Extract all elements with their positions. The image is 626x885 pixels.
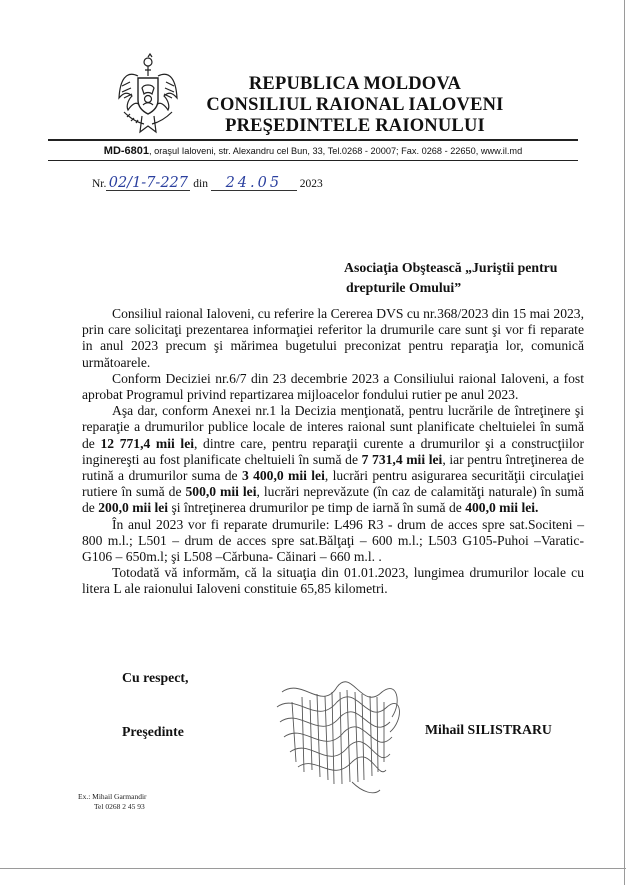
budget-text: , lucrări pentru asigurarea securităţii circulaţiei rutiere în sumă de xyxy=(82,468,584,500)
closing-salutation: Cu respect, xyxy=(122,670,189,685)
postal-code: MD-6801 xyxy=(103,145,150,157)
page-border-right xyxy=(624,0,625,885)
signatory-role: Preşedinte xyxy=(122,724,184,739)
header-rule-bottom xyxy=(48,160,578,161)
budget-repairs: 7 731,4 mii lei xyxy=(361,451,443,467)
executor-phone: Tel 0268 2 45 93 xyxy=(94,802,145,811)
executor-name: Ex.: Mihail Garmandir xyxy=(78,792,147,801)
contact-line xyxy=(48,145,578,157)
budget-text: , dintre care, pentru reparaţii curente a drumurilor şi a construcţiilor inginereşti au fost planificate cheltuieli în sumă de xyxy=(82,435,584,467)
paragraph-request: Consiliul raional Ialoveni, cu referire la Cererea DVS cu nr.368/2023 din 15 mai 2023, prin care solicitaţi prezentarea informaţiei referitor la drumurile care sunt şi vor fi reparate in anul 2023 precum şi mărimea bugetului preconizat pentru reparaţia lor, comunică următoarele. xyxy=(82,306,584,370)
recipient-line-1: Asociaţia Obştească „Juriştii pentru xyxy=(344,260,558,275)
institution-header xyxy=(205,74,505,137)
budget-text: şi întreţinerea drumurilor pe timp de iarnă în sumă de xyxy=(168,500,466,516)
budget-total: 12 771,4 mii lei xyxy=(100,435,195,451)
header-rule-top xyxy=(48,139,578,141)
budget-text: , lucrări neprevăzute (în caz de calamităţi naturale) în sumă de xyxy=(82,484,585,516)
header-council: CONSILIUL RAIONAL IALOVENI xyxy=(206,95,504,115)
budget-safety: 500,0 mii lei xyxy=(185,484,257,500)
budget-routine: 3 400,0 mii lei xyxy=(241,468,325,484)
reference-line xyxy=(92,176,323,191)
registration-date: 24.05 xyxy=(211,176,297,191)
registration-number: 02/1-7-227 xyxy=(106,176,190,191)
nr-label: Nr. xyxy=(92,178,107,190)
budget-text: Aşa dar, conform Anexei nr.1 la Decizia menţionată, pentru lucrările de întreţinere şi reparaţie a drumurilor publice locale de interes raional sunt planificate cheltuielei în sumă de xyxy=(82,403,584,451)
handwritten-signature xyxy=(262,672,412,802)
moldova-coat-of-arms-icon xyxy=(116,52,180,136)
recipient-line-2: drepturile Omului” xyxy=(346,280,462,295)
paragraph-decision: Conform Deciziei nr.6/7 din 23 decembrie 2023 a Consiliului raional Ialoveni, a fost aprobat Programul privind repartizarea mijloacelor fondului rutier pe anul 2023. xyxy=(82,370,584,403)
budget-unforeseen: 200,0 mii lei xyxy=(98,500,169,516)
paragraph-length: Totodată vă informăm, că la situaţia din 01.01.2023, lungimea drumurilor locale cu litera L ale raionului Ialoveni constituie 65,85 kilometri. xyxy=(82,565,584,597)
header-office: PREŞEDINTELE RAIONULUI xyxy=(225,116,485,136)
budget-text: , iar pentru întreţinerea de rutină a drumurilor suma de xyxy=(82,451,584,484)
executor-block xyxy=(78,792,147,812)
letter-body xyxy=(82,306,584,598)
contact-details: , oraşul Ialoveni, str. Alexandru cel Bun, 33, Tel.0268 - 20007; Fax. 0268 - 22650, www.il.md xyxy=(149,146,523,156)
signatory-name: Mihail SILISTRARU xyxy=(425,722,552,737)
recipient-block xyxy=(344,258,594,298)
paragraph-roads: În anul 2023 vor fi reparate drumurile: L496 R3 - drum de acces spre sat.Sociteni – 800 m.l.; L501 – drum de acces spre sat.Bălţaţi – 600 m.l.; L503 G105-Puhoi –Varatic-G106 – 650m.l; şi L508 –Cărbuna- Căinari – 660 m.l. . xyxy=(82,516,584,565)
budget-winter: 400,0 mii lei. xyxy=(465,500,539,516)
din-label: din xyxy=(193,178,208,190)
header-country: REPUBLICA MOLDOVA xyxy=(248,74,462,94)
registration-year: 2023 xyxy=(299,178,323,190)
paragraph-budget xyxy=(82,403,584,516)
page-border-bottom xyxy=(0,868,626,869)
